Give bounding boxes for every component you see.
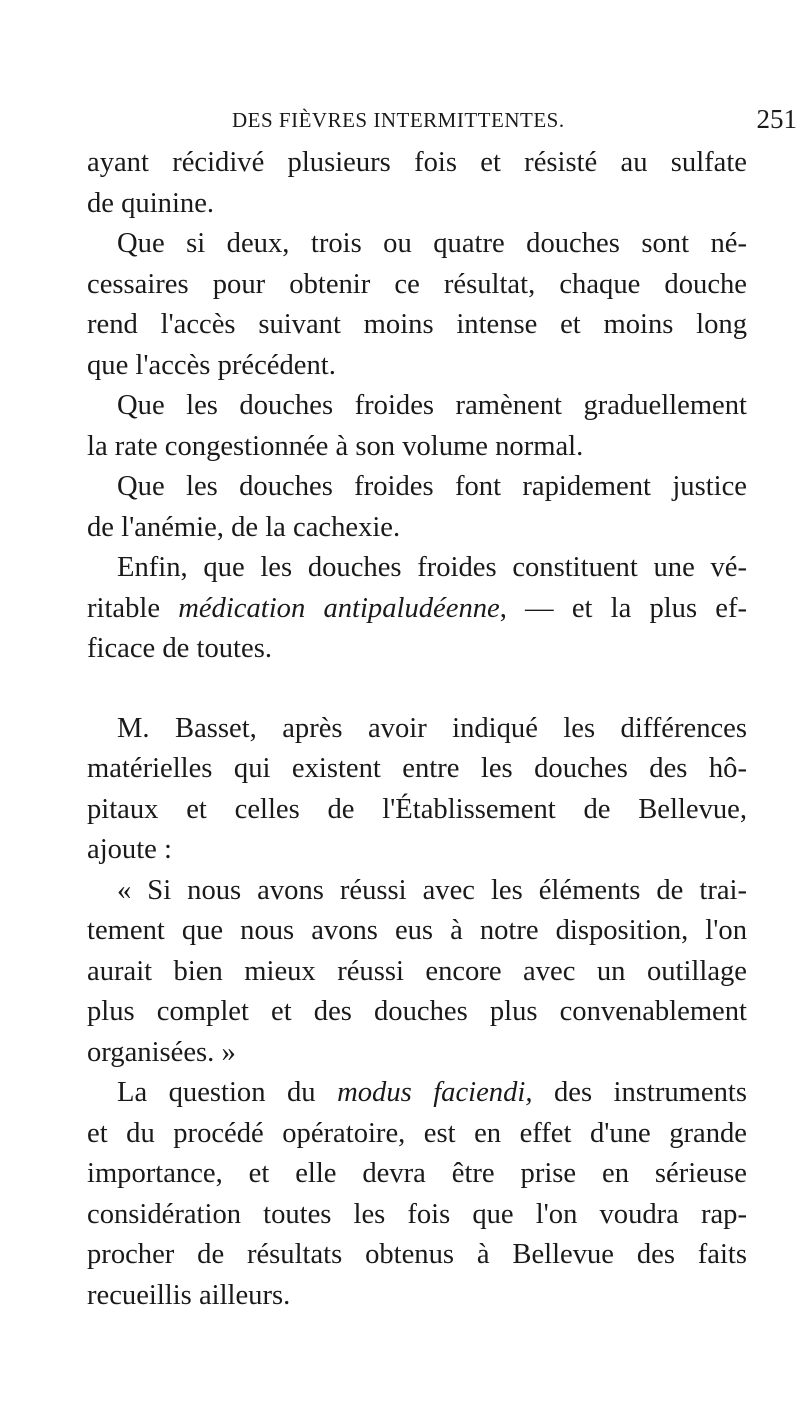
- text-line: aurait bien mieux réussi encore avec un outillage: [87, 955, 747, 987]
- paragraph-5: [87, 548, 747, 670]
- text-segment: des instruments: [532, 1077, 747, 1108]
- text-line: « Si nous avons réussi avec les éléments de trai-: [117, 874, 747, 906]
- paragraph-6: [87, 709, 747, 871]
- text-line: de quinine.: [87, 187, 215, 219]
- italic-term: médication antipaludéenne: [178, 592, 500, 624]
- text-line: Que les douches froides font rapidement justice: [117, 471, 747, 502]
- text-line: tement que nous avons eus à notre disposition, l'on: [87, 915, 747, 946]
- text-line: [87, 589, 747, 630]
- text-line: ajoute :: [87, 834, 172, 865]
- text-line: rend l'accès suivant moins intense et moins long: [87, 309, 747, 340]
- text-line: importance, et elle devra être prise en sérieuse: [87, 1158, 747, 1189]
- paragraph-gap: [87, 670, 747, 709]
- text-line: Enfin, que les douches froides constituent une vé-: [117, 552, 747, 583]
- text-line: que l'accès précédent.: [87, 349, 336, 381]
- text-line: plus complet et des douches plus convenablement: [87, 996, 747, 1027]
- body-text: [87, 143, 747, 1316]
- text-line: [87, 1073, 747, 1114]
- text-line: ficace de toutes.: [87, 633, 272, 664]
- text-line: de l'anémie, de la cachexie.: [87, 511, 401, 543]
- text-line: pitaux et celles de l'Établissement de Bellevue,: [87, 793, 747, 825]
- text-line: recueillis ailleurs.: [87, 1279, 291, 1311]
- text-line: procher de résultats obtenus à Bellevue des faits: [87, 1239, 747, 1270]
- text-line: Que si deux, trois ou quatre douches sont né-: [117, 228, 747, 259]
- paragraph-3: [87, 386, 747, 467]
- page-number: 251: [756, 104, 797, 134]
- text-line: Que les douches froides ramènent graduellement: [117, 390, 747, 421]
- text-line: M. Basset, après avoir indiqué les différences: [117, 712, 747, 744]
- text-line: la rate congestionnée à son volume normal.: [87, 430, 584, 462]
- text-line: matérielles qui existent entre les douches des hô-: [87, 753, 747, 784]
- text-line: ayant récidivé plusieurs fois et résisté au sulfate: [87, 147, 747, 178]
- paragraph-2: [87, 224, 747, 386]
- page-header: [232, 104, 797, 142]
- text-line: considération toutes les fois que l'on voudra rap-: [87, 1198, 747, 1230]
- text-line: cessaires pour obtenir ce résultat, chaque douche: [87, 268, 747, 300]
- italic-term: modus faciendi,: [337, 1077, 533, 1108]
- text-segment: La question du: [117, 1077, 338, 1108]
- text-line: organisées. »: [87, 1036, 236, 1068]
- text-segment: ritable: [87, 592, 179, 624]
- paragraph-1: [87, 143, 747, 224]
- text-line: et du procédé opératoire, est en effet d'une grande: [87, 1117, 747, 1149]
- paragraph-8: [87, 1073, 747, 1316]
- paragraph-7-quote: [87, 871, 747, 1074]
- paragraph-4: [87, 467, 747, 548]
- text-segment: , — et la plus ef-: [499, 592, 748, 624]
- running-title: DES FIÈVRES INTERMITTENTES.: [232, 108, 565, 132]
